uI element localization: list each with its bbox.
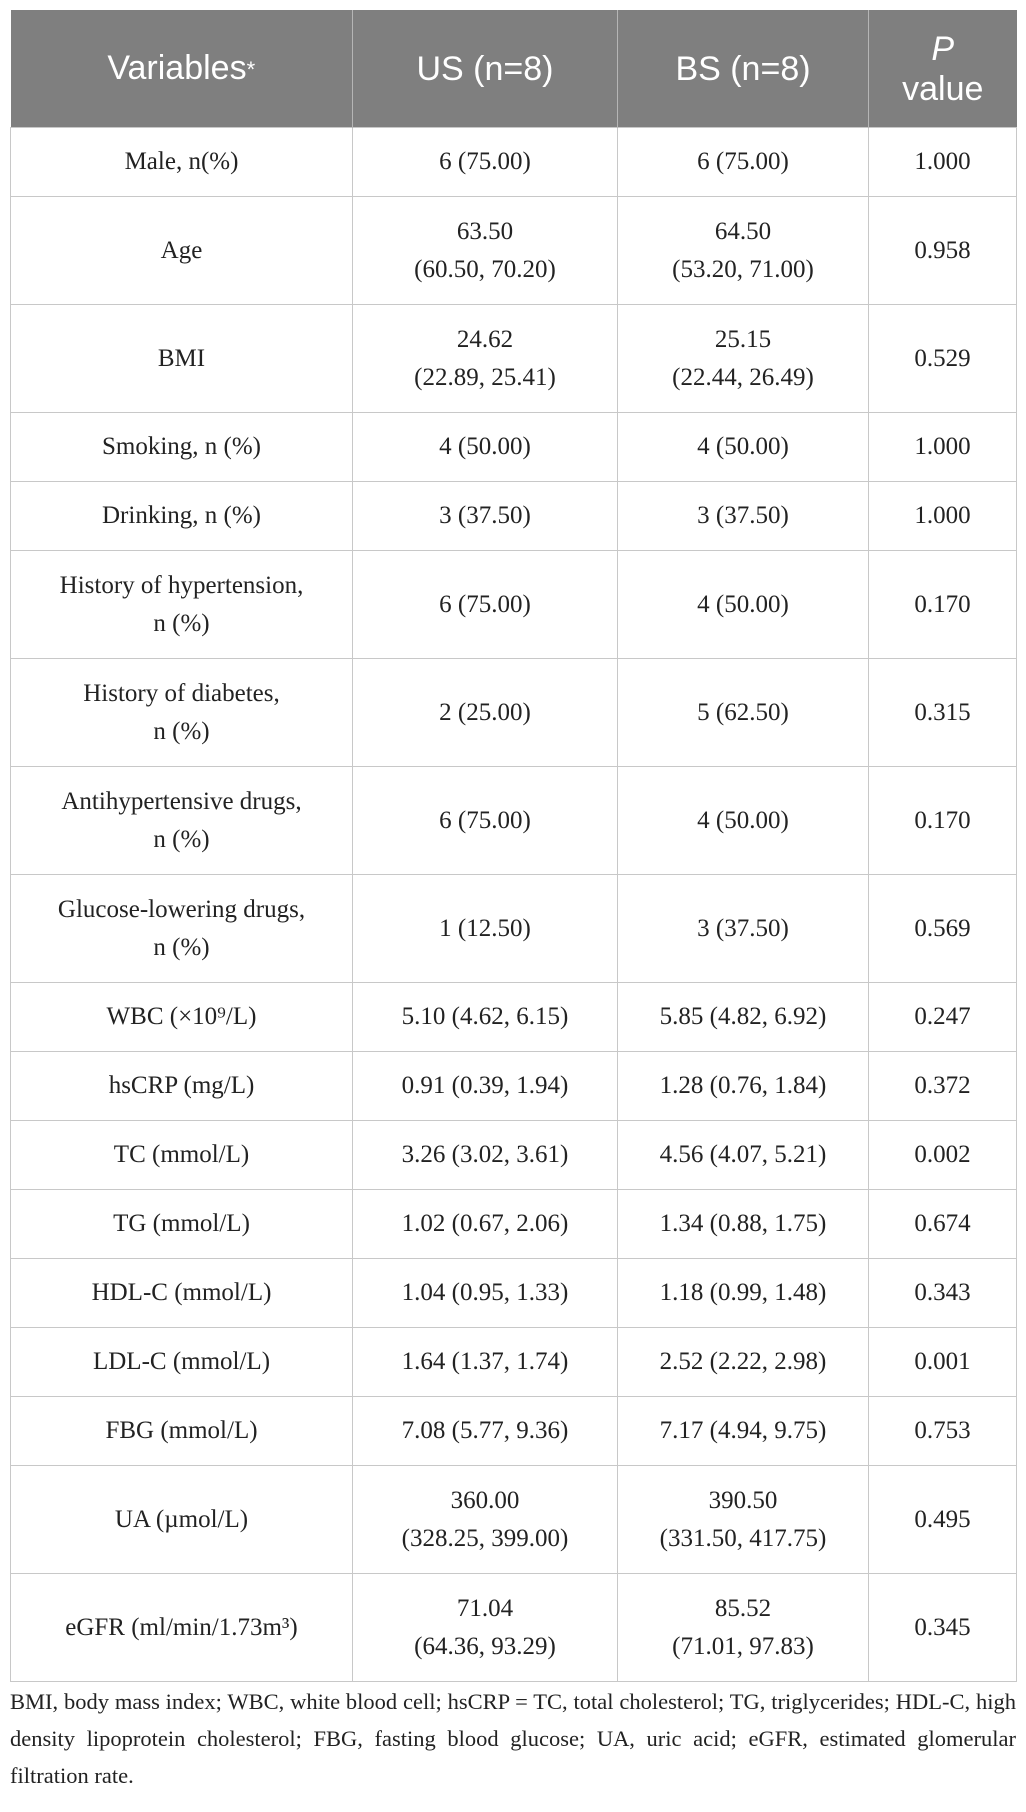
us-cell: [353, 128, 618, 197]
variable-cell-line: TC (mmol/L): [113, 1141, 250, 1168]
table-body: [11, 128, 1017, 1682]
bs-cell: [618, 1259, 869, 1328]
variable-cell: [11, 875, 353, 983]
variable-cell: [11, 983, 353, 1052]
bs-cell-line: 64.50: [714, 217, 772, 245]
bs-cell: [618, 659, 869, 767]
variable-cell-line: n (%): [153, 609, 210, 637]
variable-cell: [11, 413, 353, 482]
bs-cell: [618, 1328, 869, 1397]
bs-cell: [618, 305, 869, 413]
table-row: [11, 767, 1017, 875]
variable-cell-line: hsCRP (mg/L): [108, 1072, 255, 1099]
variable-cell-line: BMI: [157, 344, 206, 372]
us-cell-line: 6 (75.00): [439, 590, 531, 618]
us-cell-line: 3 (37.50): [439, 502, 531, 529]
variable-cell-line: History of hypertension,: [59, 571, 304, 599]
variable-cell-line: Smoking, n (%): [101, 433, 262, 460]
variable-cell-line: Glucose-lowering drugs,: [57, 895, 306, 923]
variable-cell: [11, 1190, 353, 1259]
bs-cell-line: 390.50: [708, 1486, 778, 1514]
variable-cell-line: n (%): [153, 825, 210, 853]
us-cell: [353, 767, 618, 875]
table-row: [11, 197, 1017, 305]
p-value-cell: 0.170: [869, 767, 1017, 875]
p-value-cell: 0.247: [869, 983, 1017, 1052]
table-footnote: BMI, body mass index; WBC, white blood cell; hsCRP = TC, total cholesterol; TG, triglycerides; HDL-C, high density lipoprotein cholesterol; FBG, fasting blood glucose; UA, uric acid; eGFR, estimated glomerular filtration rate.: [10, 1689, 1016, 1788]
us-cell: [353, 983, 618, 1052]
bs-cell: [618, 1466, 869, 1574]
variable-cell: [11, 197, 353, 305]
variable-cell: [11, 1397, 353, 1466]
us-cell: [353, 1397, 618, 1466]
us-cell-line: 7.08 (5.77, 9.36): [401, 1417, 569, 1444]
bs-cell: [618, 482, 869, 551]
bs-cell-line: 4 (50.00): [697, 806, 789, 834]
variable-cell-line: Age: [160, 236, 203, 264]
p-value-cell: 1.000: [869, 482, 1017, 551]
variable-cell: [11, 1466, 353, 1574]
bs-cell-line: 3 (37.50): [697, 914, 789, 942]
p-value-cell: 0.674: [869, 1190, 1017, 1259]
us-cell-line: 5.10 (4.62, 6.15): [401, 1003, 569, 1030]
us-cell-line: 1.02 (0.67, 2.06): [401, 1210, 569, 1237]
us-cell: [353, 1259, 618, 1328]
variable-cell: [11, 659, 353, 767]
p-value-cell: 0.958: [869, 197, 1017, 305]
bs-cell: [618, 1052, 869, 1121]
bs-cell: [618, 1190, 869, 1259]
us-cell: [353, 1328, 618, 1397]
table-row: [11, 1121, 1017, 1190]
header-variables-label: Variables: [107, 48, 247, 87]
table-row: [11, 1328, 1017, 1397]
us-cell-line: 4 (50.00): [439, 433, 531, 460]
bs-cell-line: 3 (37.50): [697, 502, 789, 529]
header-variables-marker: *: [246, 56, 256, 82]
bs-cell: [618, 413, 869, 482]
p-value-cell: 0.753: [869, 1397, 1017, 1466]
us-cell-line: 24.62: [456, 325, 514, 353]
bs-cell-line: 5 (62.50): [697, 698, 789, 726]
us-cell-line: 71.04: [456, 1594, 514, 1622]
bs-cell: [618, 551, 869, 659]
p-value-cell: 0.343: [869, 1259, 1017, 1328]
us-cell-line: 1.64 (1.37, 1.74): [401, 1348, 569, 1375]
us-cell: [353, 551, 618, 659]
bs-cell: [618, 1574, 869, 1682]
variable-cell-line: HDL-C (mmol/L): [91, 1279, 272, 1306]
variable-cell: [11, 482, 353, 551]
us-cell: [353, 1574, 618, 1682]
p-value-cell: 0.315: [869, 659, 1017, 767]
variable-cell-line: FBG (mmol/L): [105, 1417, 258, 1444]
variable-cell-line: WBC (×10⁹/L): [106, 1003, 257, 1030]
baseline-characteristics-table: [10, 10, 1017, 1682]
bs-cell: [618, 983, 869, 1052]
bs-cell-line: 1.18 (0.99, 1.48): [659, 1279, 827, 1306]
variable-cell-line: LDL-C (mmol/L): [92, 1348, 271, 1375]
variable-cell-line: History of diabetes,: [83, 679, 280, 707]
variable-cell-line: Antihypertensive drugs,: [61, 787, 302, 815]
bs-cell: [618, 875, 869, 983]
us-cell-line: 3.26 (3.02, 3.61): [401, 1141, 569, 1168]
variable-cell: [11, 551, 353, 659]
table-row: [11, 659, 1017, 767]
table-row: [11, 482, 1017, 551]
variable-cell-line: TG (mmol/L): [113, 1210, 250, 1237]
us-cell-line: 360.00: [450, 1486, 520, 1514]
table-row: [11, 128, 1017, 197]
bs-cell-line: 1.28 (0.76, 1.84): [659, 1072, 827, 1099]
variable-cell-line: Drinking, n (%): [102, 502, 261, 529]
bs-cell-line: (71.01, 97.83): [672, 1632, 814, 1660]
variable-cell-line: Male, n(%): [124, 148, 239, 175]
table-row: [11, 551, 1017, 659]
variable-cell: [11, 1052, 353, 1121]
bs-cell-line: 4 (50.00): [697, 433, 789, 460]
bs-cell-line: 7.17 (4.94, 9.75): [659, 1417, 827, 1444]
table-row: [11, 1052, 1017, 1121]
table-row: [11, 1574, 1017, 1682]
bs-cell-line: 4 (50.00): [697, 590, 789, 618]
p-value-cell: 0.345: [869, 1574, 1017, 1682]
table-row: [11, 413, 1017, 482]
us-cell: [353, 1190, 618, 1259]
table-row: [11, 983, 1017, 1052]
bs-cell-line: 25.15: [714, 325, 772, 353]
bs-cell-line: 2.52 (2.22, 2.98): [659, 1348, 827, 1375]
table-row: [11, 1397, 1017, 1466]
us-cell-line: (64.36, 93.29): [414, 1632, 556, 1660]
variable-cell: [11, 1328, 353, 1397]
bs-cell-line: 4.56 (4.07, 5.21): [659, 1141, 827, 1168]
p-value-cell: 0.001: [869, 1328, 1017, 1397]
p-value-cell: 0.372: [869, 1052, 1017, 1121]
p-value-cell: 0.002: [869, 1121, 1017, 1190]
bs-cell: [618, 1121, 869, 1190]
us-cell: [353, 305, 618, 413]
p-value-cell: 0.569: [869, 875, 1017, 983]
variable-cell: [11, 305, 353, 413]
bs-cell-line: (22.44, 26.49): [672, 363, 814, 391]
us-cell-line: (60.50, 70.20): [414, 255, 556, 283]
variable-cell-line: n (%): [153, 717, 210, 745]
us-cell: [353, 1052, 618, 1121]
variable-cell: [11, 128, 353, 197]
table-row: [11, 875, 1017, 983]
bs-cell: [618, 1397, 869, 1466]
us-cell: [353, 659, 618, 767]
us-cell: [353, 1121, 618, 1190]
us-cell-line: 63.50: [456, 217, 514, 245]
p-value-cell: 0.529: [869, 305, 1017, 413]
variable-cell-line: UA (µmol/L): [114, 1505, 249, 1533]
us-cell-line: (328.25, 399.00): [401, 1524, 569, 1552]
header-p-value: [869, 10, 1017, 128]
p-value-cell: 0.495: [869, 1466, 1017, 1574]
bs-cell: [618, 767, 869, 875]
bs-cell-line: 6 (75.00): [697, 148, 789, 175]
us-cell-line: 2 (25.00): [439, 698, 531, 726]
bs-cell-line: (331.50, 417.75): [659, 1524, 827, 1552]
variable-cell: [11, 1259, 353, 1328]
us-cell: [353, 413, 618, 482]
bs-cell: [618, 197, 869, 305]
p-value-cell: 1.000: [869, 128, 1017, 197]
us-cell-line: (22.89, 25.41): [414, 363, 556, 391]
header-p-word: value: [902, 69, 984, 108]
variable-cell-line: eGFR (ml/min/1.73m³): [65, 1613, 298, 1641]
p-value-cell: 1.000: [869, 413, 1017, 482]
bs-cell-line: (53.20, 71.00): [672, 255, 814, 283]
bs-cell-line: 1.34 (0.88, 1.75): [659, 1210, 827, 1237]
header-variables: [11, 10, 353, 128]
baseline-table-container: [10, 10, 1016, 1682]
header-us: US (n=8): [353, 10, 618, 128]
us-cell: [353, 482, 618, 551]
us-cell: [353, 875, 618, 983]
header-p-letter: P: [931, 29, 955, 68]
bs-cell-line: 5.85 (4.82, 6.92): [659, 1003, 827, 1030]
table-row: [11, 1190, 1017, 1259]
table-header-row: [11, 10, 1017, 128]
us-cell-line: 0.91 (0.39, 1.94): [401, 1072, 569, 1099]
us-cell-line: 6 (75.00): [439, 806, 531, 834]
variable-cell: [11, 767, 353, 875]
variable-cell-line: n (%): [153, 933, 210, 961]
bs-cell-line: 85.52: [714, 1594, 772, 1622]
header-bs: BS (n=8): [618, 10, 869, 128]
p-value-cell: 0.170: [869, 551, 1017, 659]
us-cell-line: 1.04 (0.95, 1.33): [401, 1279, 569, 1306]
us-cell: [353, 197, 618, 305]
table-row: [11, 1259, 1017, 1328]
us-cell-line: 1 (12.50): [439, 914, 531, 942]
bs-cell: [618, 128, 869, 197]
us-cell: [353, 1466, 618, 1574]
variable-cell: [11, 1574, 353, 1682]
variable-cell: [11, 1121, 353, 1190]
table-row: [11, 1466, 1017, 1574]
us-cell-line: 6 (75.00): [439, 148, 531, 175]
table-row: [11, 305, 1017, 413]
